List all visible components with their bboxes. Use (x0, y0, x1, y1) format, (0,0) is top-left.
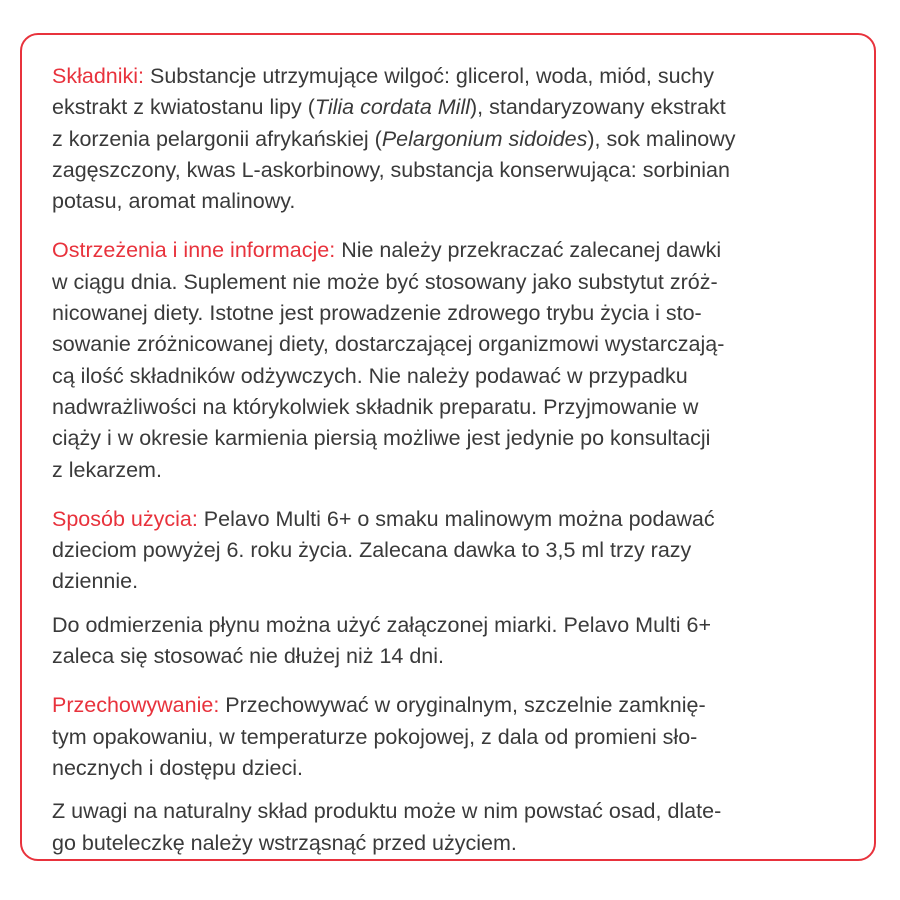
product-info-card (20, 33, 876, 861)
ingredients-line-1 (52, 61, 852, 92)
ingredients-text: ), sok malinowy (587, 126, 736, 151)
storage-paragraph (52, 690, 852, 784)
warnings-paragraph (52, 235, 852, 485)
ingredients-text: z korzenia pelargonii afrykańskiej ( (52, 126, 382, 151)
storage-extra-line-2: go buteleczkę należy wstrząsnąć przed użyciem. (52, 830, 517, 855)
ingredients-label: Składniki: (52, 64, 145, 88)
storage-extra-paragraph (52, 796, 852, 859)
warnings-line-2: w ciągu dnia. Suplement nie może być stosowany jako substytut zróż- (52, 269, 718, 294)
latin-name-tilia: Tilia cordata Mill (314, 95, 471, 120)
usage-text: Pelavo Multi 6+ o smaku malinowym można podawać (197, 506, 715, 531)
usage-extra-line-1: Do odmierzenia płynu można użyć załączonej miarki. Pelavo Multi 6+ (52, 612, 712, 637)
warnings-line-8: z lekarzem. (52, 457, 162, 482)
warnings-line-5: cą ilość składników odżywczych. Nie należy podawać w przypadku (52, 363, 688, 388)
storage-line-2: tym opakowaniu, w temperaturze pokojowej, z dala od promieni sło- (52, 724, 698, 749)
ingredients-line-3 (52, 124, 852, 155)
storage-label: Przechowywanie: (52, 693, 220, 718)
ingredients-section (52, 61, 852, 217)
storage-line-1 (52, 690, 852, 721)
usage-line-2: dzieciom powyżej 6. roku życia. Zalecana dawka to 3,5 ml trzy razy (52, 538, 692, 563)
warnings-section (52, 235, 852, 485)
usage-line-3: dziennie. (52, 569, 139, 594)
warnings-text: Nie należy przekraczać zalecanej dawki (335, 238, 722, 263)
ingredients-line-2 (52, 92, 852, 123)
storage-text: Przechowywać w oryginalnym, szczelnie zamknię- (219, 693, 706, 718)
latin-name-pelargonium: Pelargonium sidoides (381, 126, 588, 151)
warnings-label: Ostrzeżenia i inne informacje: (52, 238, 336, 263)
usage-extra-paragraph (52, 610, 852, 673)
ingredients-line-4: zagęszczony, kwas L-askorbinowy, substancja konserwująca: sorbinian (52, 157, 730, 182)
warnings-line-6: nadwrażliwości na którykolwiek składnik preparatu. Przyjmowanie w (52, 394, 699, 419)
usage-extra-line-2: zaleca się stosować nie dłużej niż 14 dni. (52, 644, 444, 669)
warnings-line-3: nicowanej diety. Istotne jest prowadzenie zdrowego trybu życia i sto- (52, 301, 702, 326)
ingredients-text: ), standaryzowany ekstrakt (470, 95, 726, 120)
storage-section (52, 690, 852, 858)
usage-label: Sposób użycia: (52, 506, 198, 531)
usage-section (52, 504, 852, 672)
ingredients-text: Substancje utrzymujące wilgoć: glicerol, woda, miód, suchy (144, 64, 715, 88)
storage-extra-line-1: Z uwagi na naturalny skład produktu może w nim powstać osad, dlate- (52, 799, 722, 824)
product-info-content (52, 61, 852, 859)
warnings-line-1 (52, 235, 852, 266)
ingredients-line-5: potasu, aromat malinowy. (52, 189, 296, 214)
warnings-line-4: sowanie zróżnicowanej diety, dostarczającej organizmowi wystarczają- (52, 332, 725, 357)
usage-line-1 (52, 504, 852, 535)
warnings-line-7: ciąży i w okresie karmienia piersią możliwe jest jedynie po konsultacji (52, 426, 711, 451)
ingredients-paragraph (52, 61, 852, 217)
usage-paragraph (52, 504, 852, 598)
ingredients-text: ekstrakt z kwiatostanu lipy ( (52, 95, 315, 120)
storage-line-3: necznych i dostępu dzieci. (52, 755, 303, 780)
